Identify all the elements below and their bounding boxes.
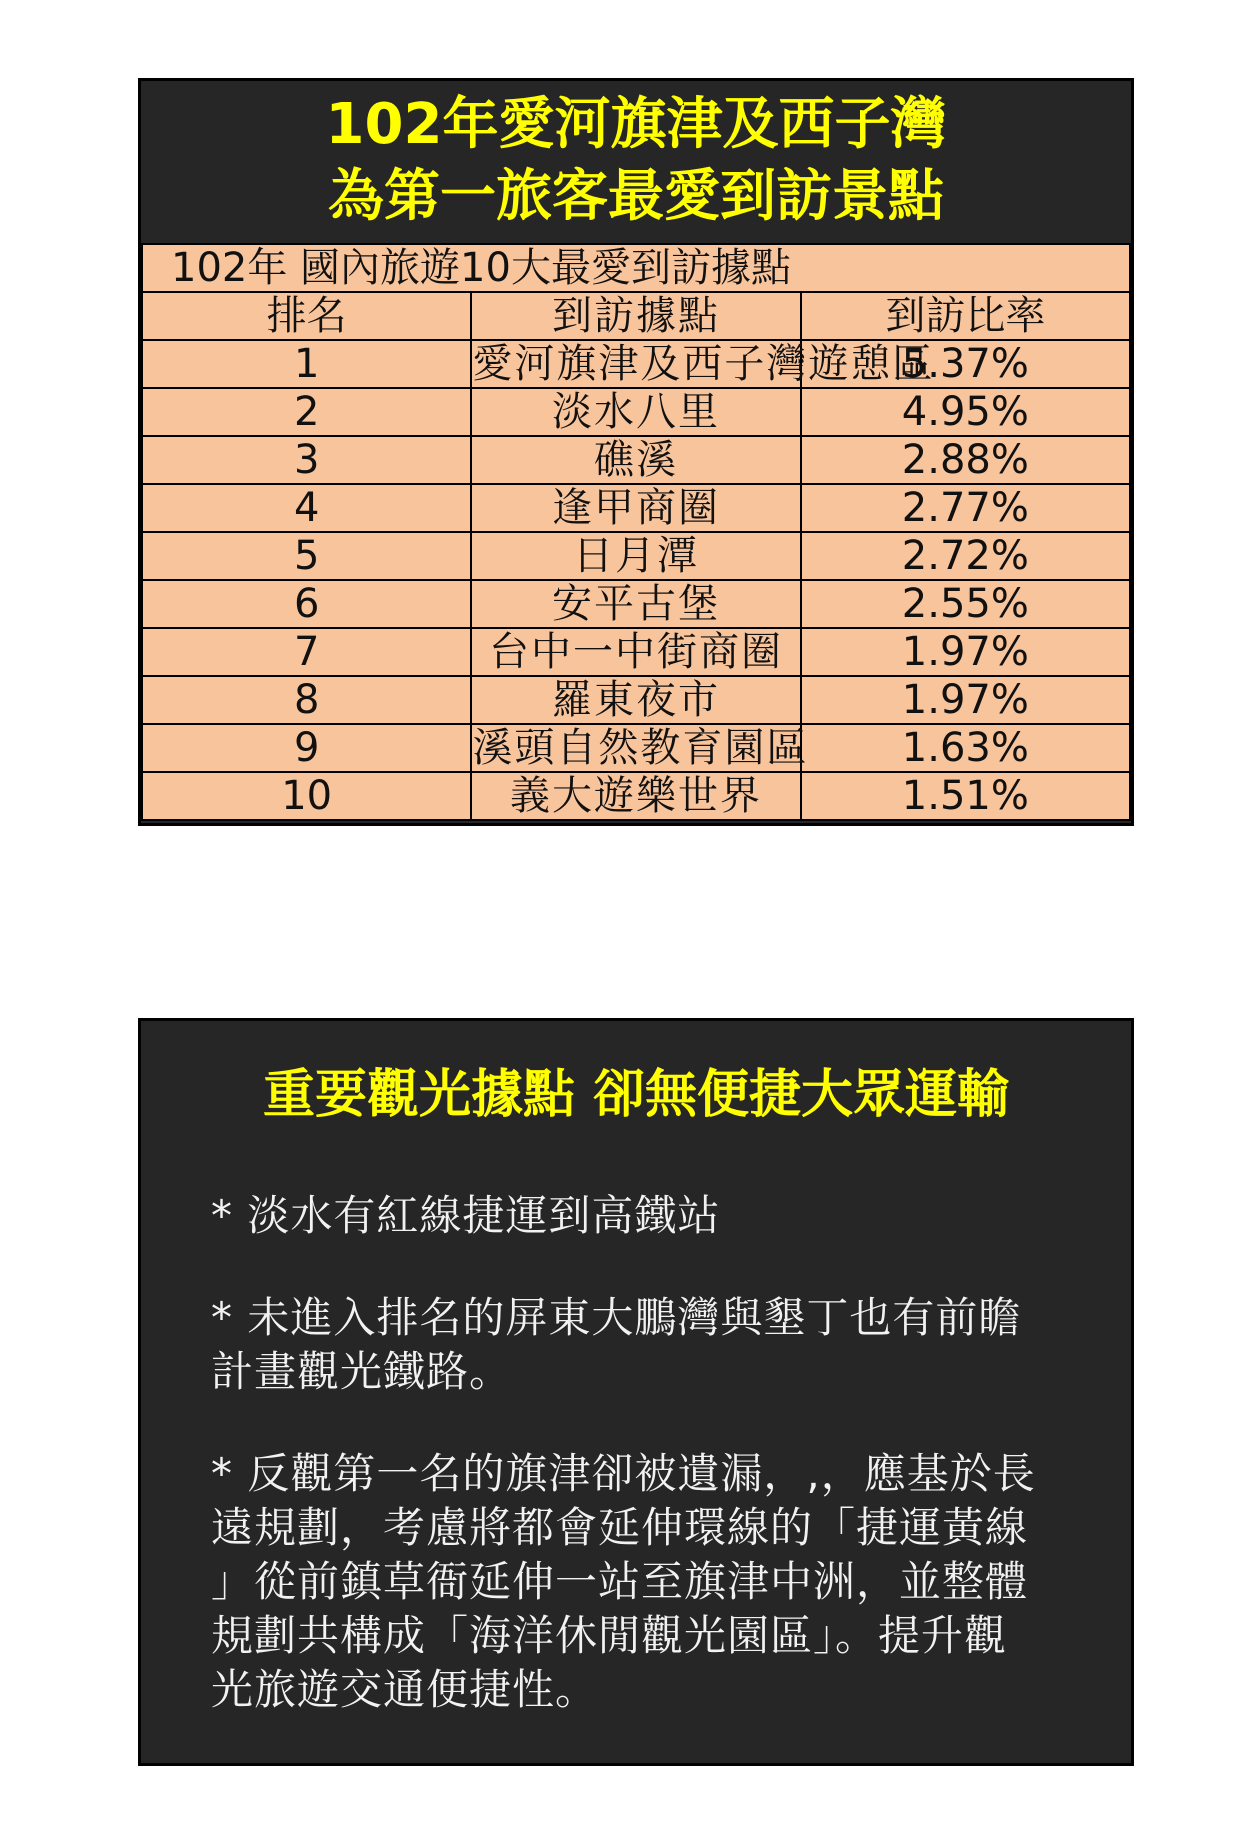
ratio-cell: 2.77% bbox=[801, 484, 1130, 532]
rank-cell: 6 bbox=[142, 580, 471, 628]
ratio-cell: 1.97% bbox=[801, 628, 1130, 676]
place-cell: 淡水八里 bbox=[471, 388, 800, 436]
place-cell: 日月潭 bbox=[471, 532, 800, 580]
table-row bbox=[142, 724, 1130, 772]
table-row bbox=[142, 772, 1130, 820]
header-place: 到訪據點 bbox=[471, 292, 800, 340]
table-row bbox=[142, 484, 1130, 532]
ratio-cell: 5.37% bbox=[801, 340, 1130, 388]
rank-cell: 7 bbox=[142, 628, 471, 676]
bullet-item: * 淡水有紅線捷運到高鐵站 bbox=[211, 1191, 721, 1240]
rank-cell: 5 bbox=[142, 532, 471, 580]
table-row bbox=[142, 532, 1130, 580]
rank-cell: 10 bbox=[142, 772, 471, 820]
table-row bbox=[142, 580, 1130, 628]
bullet-list bbox=[211, 1189, 1091, 1765]
transport-panel bbox=[138, 1018, 1134, 1766]
ratio-cell: 1.63% bbox=[801, 724, 1130, 772]
header-ratio: 到訪比率 bbox=[801, 292, 1130, 340]
rank-cell: 3 bbox=[142, 436, 471, 484]
table-row bbox=[142, 628, 1130, 676]
rank-cell: 8 bbox=[142, 676, 471, 724]
place-cell: 礁溪 bbox=[471, 436, 800, 484]
bullet-item: * 未進入排名的屏東大鵬灣與墾丁也有前瞻 計畫觀光鐵路。 bbox=[211, 1293, 1022, 1396]
ratio-cell: 2.88% bbox=[801, 436, 1130, 484]
table-row bbox=[142, 436, 1130, 484]
ratio-cell: 1.51% bbox=[801, 772, 1130, 820]
rank-cell: 9 bbox=[142, 724, 471, 772]
ratio-cell: 1.97% bbox=[801, 676, 1130, 724]
place-cell: 愛河旗津及西子灣遊憩區 bbox=[472, 341, 935, 387]
ranking-panel bbox=[138, 78, 1134, 826]
table-subtitle: 102年 國內旅遊10大最愛到訪據點 bbox=[142, 244, 1130, 292]
rank-cell: 2 bbox=[142, 388, 471, 436]
place-cell: 羅東夜市 bbox=[471, 676, 800, 724]
header-rank: 排名 bbox=[142, 292, 471, 340]
place-cell: 逢甲商圈 bbox=[471, 484, 800, 532]
ranking-table bbox=[141, 243, 1131, 821]
ratio-cell: 2.72% bbox=[801, 532, 1130, 580]
place-cell: 溪頭自然教育園區 bbox=[472, 725, 809, 771]
place-cell: 台中一中街商圈 bbox=[471, 628, 800, 676]
title-line-1: 102年愛河旗津及西子灣 bbox=[325, 92, 947, 157]
table-subtitle-row bbox=[142, 244, 1130, 292]
ratio-cell: 4.95% bbox=[801, 388, 1130, 436]
ratio-cell: 2.55% bbox=[801, 580, 1130, 628]
table-header-row bbox=[142, 292, 1130, 340]
table-row bbox=[142, 340, 1130, 388]
ranking-panel-title bbox=[141, 81, 1131, 243]
bullet-item: * 反觀第一名的旗津卻被遺漏，,，應基於長 遠規劃，考慮將都會延伸環線的「捷運黃線 」從前鎮草衙延伸一站至旗津中洲，並整體 規劃共構成「海洋休閒觀光園區」。提升觀 光旅遊交通便捷性。 bbox=[211, 1449, 1036, 1714]
rank-cell: 4 bbox=[142, 484, 471, 532]
table-row bbox=[142, 388, 1130, 436]
place-cell: 義大遊樂世界 bbox=[471, 772, 800, 820]
title-line-2: 為第一旅客最愛到訪景點 bbox=[328, 164, 944, 229]
place-cell: 安平古堡 bbox=[471, 580, 800, 628]
transport-panel-title: 重要觀光據點 卻無便捷大眾運輸 bbox=[262, 1065, 1010, 1125]
table-row bbox=[142, 676, 1130, 724]
rank-cell: 1 bbox=[142, 340, 471, 388]
